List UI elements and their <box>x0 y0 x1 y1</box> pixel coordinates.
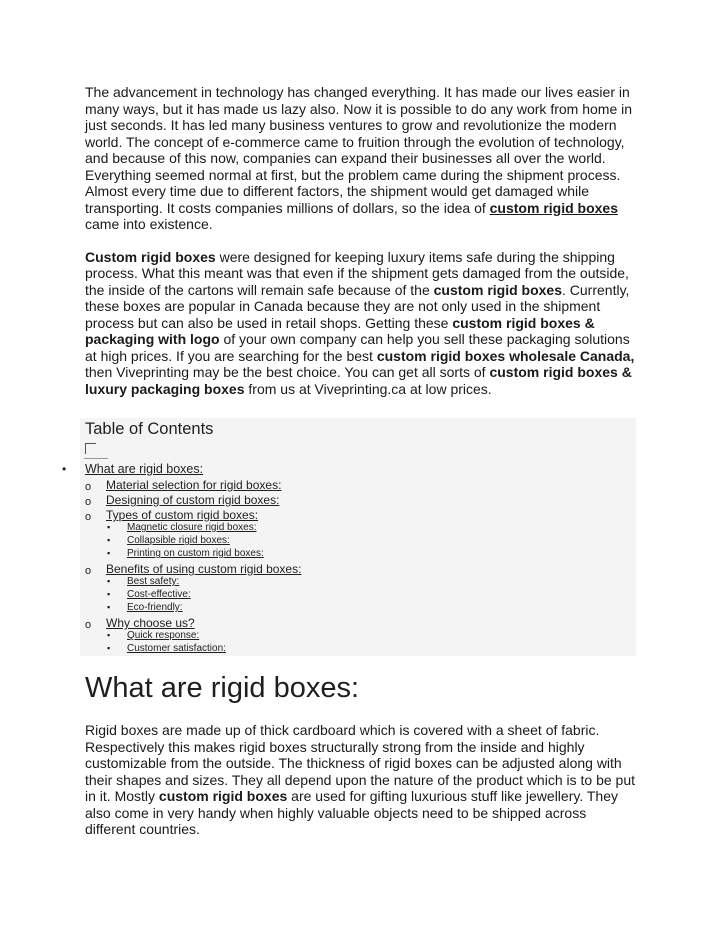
para-text: of your own company can help you sell these packaging solutions at high prices. If you are searching for the best <box>85 331 630 364</box>
bold-term: custom rigid boxes & packaging with logo <box>85 314 595 347</box>
bold-term: Custom rigid boxes <box>85 248 216 265</box>
square-marker: ▪ <box>107 522 111 532</box>
toc-item-designing[interactable]: Designing of custom rigid boxes: <box>106 493 280 507</box>
bold-term: custom rigid boxes <box>433 281 562 298</box>
toc-item-eco-friendly[interactable]: Eco-friendly: <box>127 602 183 613</box>
bold-term: custom rigid boxes & luxury packaging boxes <box>85 364 632 397</box>
toc-item-collapsible[interactable]: Collapsible rigid boxes: <box>127 535 230 546</box>
circle-marker: o <box>85 565 92 577</box>
para-text: . Currently, these boxes are popular in Canada because they are not only used in the shipment process but can also be used in retail shops. Getting these <box>85 281 630 331</box>
bullet-marker: • <box>62 462 67 476</box>
toc-item-benefits[interactable]: Benefits of using custom rigid boxes: <box>106 562 302 576</box>
toc-item-magnetic-closure[interactable]: Magnetic closure rigid boxes: <box>127 522 257 533</box>
intro-text: The advancement in technology has changed everything. It has made our lives easier in many ways, but it has made us lazy also. Now it is possible to do any work from home in just seconds. It has led many business ventures to grow and revolutionize the modern world. The concept of e-commerce came to fruition through the evolution of technology, and because of this now, companies can expand their businesses all over the world. Everything seemed normal at first, but the problem came during the shipment process. Almost every time due to different factors, the shipment would get damaged while transporting. It costs companies millions of dollars, so the idea of <box>85 84 633 216</box>
toc-item-types[interactable]: Types of custom rigid boxes: <box>106 508 259 522</box>
square-marker: ▪ <box>107 643 111 653</box>
toc-item-material-selection[interactable]: Material selection for rigid boxes: <box>106 478 282 492</box>
section-paragraph <box>85 722 640 838</box>
square-marker: ▪ <box>107 548 111 558</box>
toc-title: Table of Contents <box>85 420 214 438</box>
toc-toggle-icon[interactable] <box>85 443 96 454</box>
toc-item-best-safety[interactable]: Best safety: <box>127 576 180 587</box>
square-marker: ▪ <box>107 602 111 612</box>
circle-marker: o <box>85 496 92 508</box>
square-marker: ▪ <box>107 535 111 545</box>
bold-term: custom rigid boxes wholesale Canada, <box>376 347 635 364</box>
circle-marker: o <box>85 619 92 631</box>
circle-marker: o <box>85 511 92 523</box>
second-paragraph <box>85 249 640 398</box>
para-text: then Viveprinting may be the best choice. You can get all sorts of <box>85 364 490 380</box>
toc-item-printing[interactable]: Printing on custom rigid boxes: <box>127 548 264 559</box>
section-heading: What are rigid boxes: <box>85 672 360 704</box>
bold-term: custom rigid boxes <box>158 788 288 804</box>
toc-divider <box>84 458 108 459</box>
toc-item-customer-satisfaction[interactable]: Customer satisfaction: <box>127 643 226 654</box>
para-text: from us at Viveprinting.ca at low prices. <box>244 380 492 397</box>
intro-text-end: came into existence. <box>85 216 213 232</box>
para-text: were designed for keeping luxury items safe during the shipping process. What this meant was that even if the shipment gets damaged from the outside, the inside of the cartons will remain safe because of the <box>85 248 629 298</box>
toc-item-why-choose-us[interactable]: Why choose us? <box>106 616 195 630</box>
custom-rigid-boxes-link[interactable]: custom rigid boxes <box>489 199 618 216</box>
square-marker: ▪ <box>107 630 111 640</box>
para-text: Rigid boxes are made up of thick cardboard which is covered with a sheet of fabric. Respectively this makes rigid boxes structurally strong from the inside and highly customizable from the outside. The thickness of rigid boxes can be adjusted along with their shapes and sizes. They all depend upon the nature of the product which is to be put in it. Mostly <box>85 722 635 804</box>
square-marker: ▪ <box>107 589 111 599</box>
para-text: are used for gifting luxurious stuff like jewellery. They also come in very handy when highly valuable objects need to be shipped across different countries. <box>85 788 618 837</box>
toc-item-what-are-rigid-boxes[interactable]: What are rigid boxes: <box>85 462 204 476</box>
intro-paragraph <box>85 84 640 233</box>
toc-item-cost-effective[interactable]: Cost-effective: <box>127 589 191 600</box>
square-marker: ▪ <box>107 576 111 586</box>
article-body <box>85 84 640 410</box>
circle-marker: o <box>85 481 92 493</box>
toc-item-quick-response[interactable]: Quick response: <box>127 630 200 641</box>
